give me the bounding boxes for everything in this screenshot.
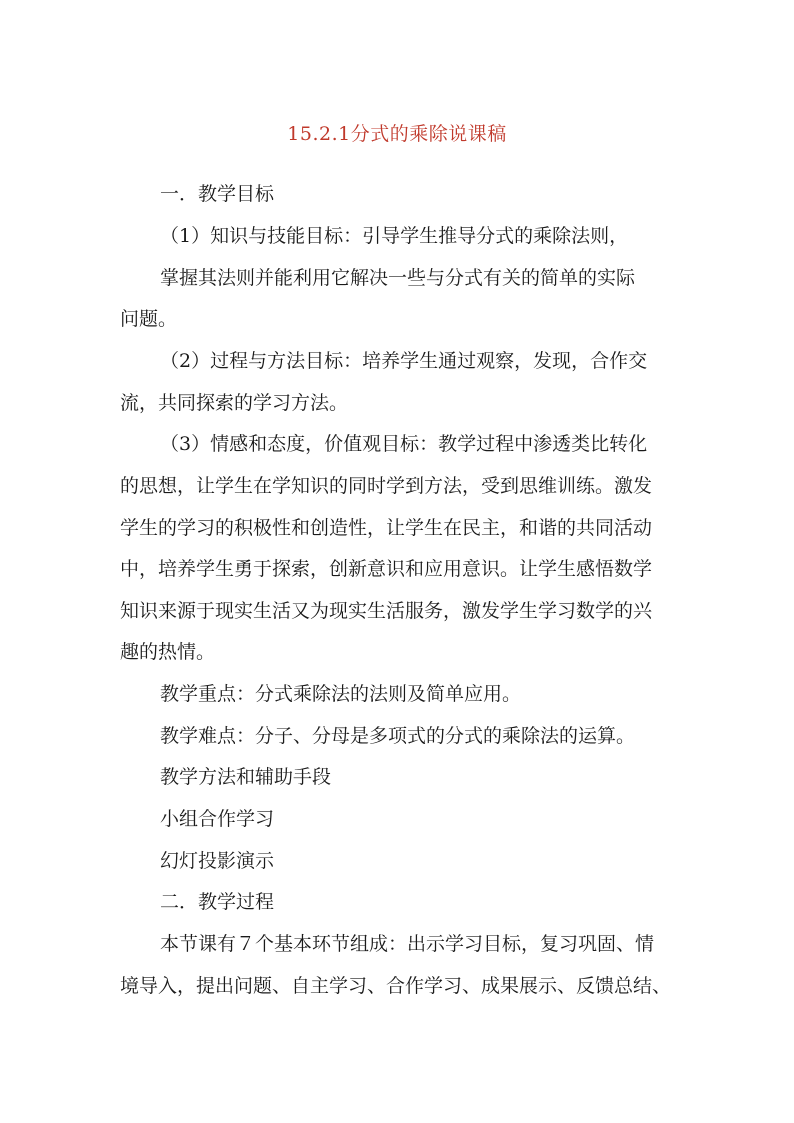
- section-heading-objectives: 一．教学目标: [160, 183, 275, 205]
- paragraph-line: 教学难点：分子、分母是多项式的分式的乘除法的运算。: [160, 725, 636, 747]
- document-title: 15.2.1分式的乘除说课稿: [287, 123, 507, 145]
- paragraph-line: 小组合作学习: [160, 808, 275, 830]
- paragraph-line: 教学方法和辅助手段: [160, 766, 332, 788]
- paragraph-line: 问题。: [120, 308, 178, 330]
- paragraph-line: 流，共同探索的学习方法。: [120, 392, 349, 414]
- paragraph-line: （2）过程与方法目标：培养学生通过观察，发现，合作交: [160, 350, 648, 372]
- paragraph-line: 幻灯投影演示: [160, 850, 275, 872]
- paragraph-line: 学生的学习的积极性和创造性，让学生在民主，和谐的共同活动: [120, 517, 653, 539]
- paragraph-line: 的思想，让学生在学知识的同时学到方法，受到思维训练。激发: [120, 475, 653, 497]
- paragraph-line: 掌握其法则并能利用它解决一些与分式有关的简单的实际: [160, 267, 636, 289]
- section-heading-process: 二．教学过程: [160, 891, 275, 913]
- paragraph-line: （1）知识与技能目标：引导学生推导分式的乘除法则，: [160, 225, 629, 247]
- paragraph-line: （3）情感和态度，价值观目标：教学过程中渗透类比转化: [160, 433, 648, 455]
- paragraph-line: 境导入，提出问题、自主学习、合作学习、成果展示、反馈总结、: [120, 975, 672, 997]
- paragraph-line: 中，培养学生勇于探索，创新意识和应用意识。让学生感悟数学: [120, 558, 653, 580]
- paragraph-line: 趣的热情。: [120, 641, 216, 663]
- paragraph-line: 教学重点：分式乘除法的法则及简单应用。: [160, 683, 522, 705]
- paragraph-line: 知识来源于现实生活又为现实生活服务，激发学生学习数学的兴: [120, 600, 653, 622]
- paragraph-line: 本节课有７个基本环节组成：出示学习目标，复习巩固、情: [160, 933, 655, 955]
